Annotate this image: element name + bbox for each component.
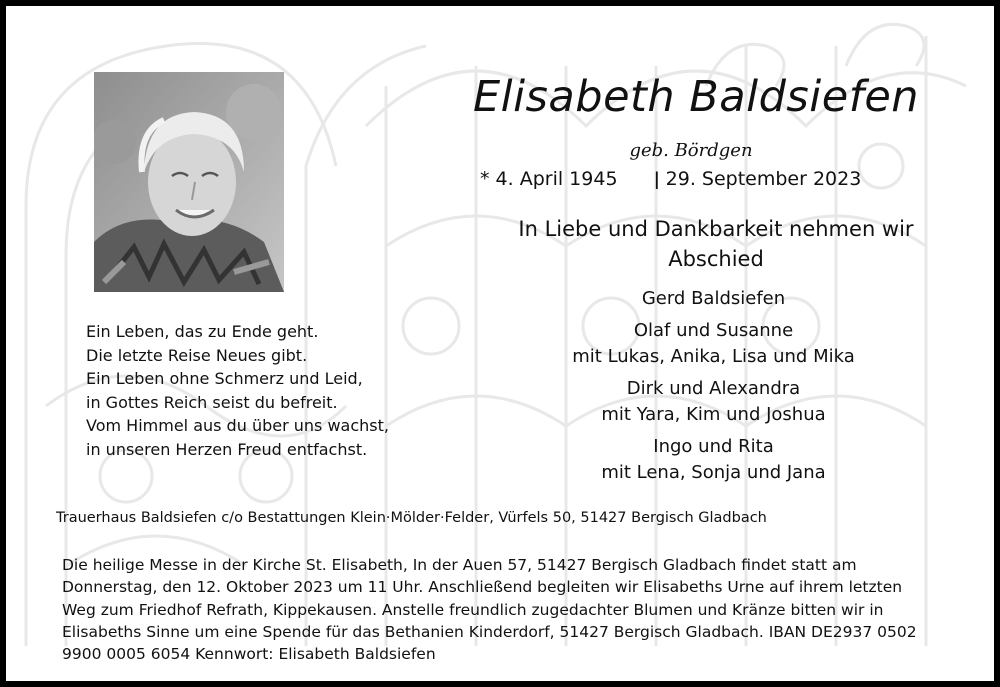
birth-date: * 4. April 1945 bbox=[480, 168, 618, 190]
family-member: Olaf und Susanne bbox=[633, 320, 794, 341]
family-member: Dirk und Alexandra bbox=[626, 378, 801, 399]
poem-line: Ein Leben, das zu Ende geht. bbox=[86, 322, 319, 341]
mass-info-line: Elisabeths Sinne um eine Spende für das Bethanien Kinderdorf, 51427 Bergisch Gladbach. IBAN DE2937 0502 bbox=[62, 622, 917, 641]
portrait-photo bbox=[94, 72, 284, 292]
poem-line: Ein Leben ohne Schmerz und Leid, bbox=[86, 369, 363, 389]
funeral-mass-info bbox=[62, 554, 972, 665]
mass-info-line: 9900 0005 6054 Kennwort: Elisabeth Baldsiefen bbox=[62, 645, 436, 664]
family-children: mit Yara, Kim und Joshua bbox=[601, 404, 826, 425]
family-member: Ingo und Rita bbox=[653, 436, 774, 457]
family-list bbox=[486, 286, 941, 486]
family-member: Gerd Baldsiefen bbox=[641, 288, 786, 309]
farewell-intro-line: Abschied bbox=[668, 247, 764, 271]
farewell-intro bbox=[446, 214, 986, 274]
farewell-intro-line: In Liebe und Dankbarkeit nehmen wir bbox=[518, 217, 914, 241]
deceased-name: Elisabeth Baldsiefen bbox=[472, 72, 920, 122]
poem bbox=[86, 320, 389, 462]
family-children: mit Lena, Sonja und Jana bbox=[601, 462, 826, 483]
death-date: ǀ 29. September 2023 bbox=[654, 168, 862, 190]
mourning-house-address: Trauerhaus Baldsiefen c/o Bestattungen Klein·Mölder·Felder, Vürfels 50, 51427 Bergisch Gladbach bbox=[56, 510, 767, 526]
poem-line: in Gottes Reich seist du befreit. bbox=[86, 392, 338, 412]
poem-line: Vom Himmel aus du über uns wachst, bbox=[86, 416, 389, 436]
poem-line: in unseren Herzen Freud entfachst. bbox=[86, 439, 368, 459]
mass-info-line: Donnerstag, den 12. Oktober 2023 um 11 Uhr. Anschließend begleiten wir Elisabeths Urne auf ihrem letzten bbox=[62, 578, 903, 597]
poem-line: Die letzte Reise Neues gibt. bbox=[86, 345, 308, 365]
maiden-name: geb. Bördgen bbox=[629, 140, 753, 161]
family-children: mit Lukas, Anika, Lisa und Mika bbox=[572, 346, 855, 367]
mass-info-line: Die heilige Messe in der Kirche St. Elisabeth, In der Auen 57, 51427 Bergisch Gladbach findet statt am bbox=[62, 556, 857, 574]
mass-info-line: Weg zum Friedhof Refrath, Kippekausen. Anstelle freundlich zugedachter Blumen und Kränze bitten wir in bbox=[62, 600, 884, 619]
